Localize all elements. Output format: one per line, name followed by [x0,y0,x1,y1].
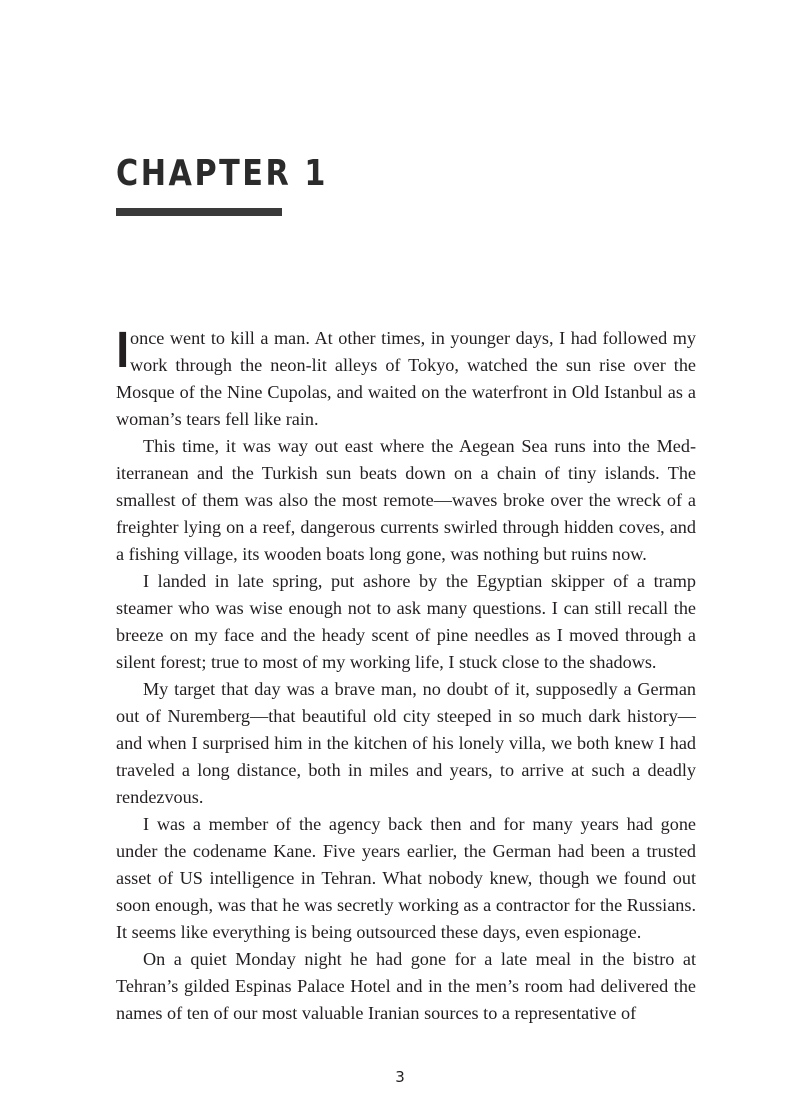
chapter-heading-rule [116,208,282,216]
paragraph-1 [116,325,696,433]
chapter-body [116,325,696,1027]
page-number: 3 [395,1068,405,1086]
paragraph-2: This time, it was way out east where the Aegean Sea runs into the Mediterranean and the Turkish sun beats down on a chain of tiny islands. The smallest of them was also the most remote—waves broke over the wreck of a freighter lying on a reef, dangerous currents swirled through hidden coves, and a fishing village, its wooden boats long gone, was nothing but ruins now. [116,436,696,564]
drop-cap: I [116,323,130,379]
paragraph-5: I was a member of the agency back then and for many years had gone under the codename Kane. Five years earlier, the German had been a trusted asset of US intelligence in Tehran. What nobody knew, though we found out soon enough, was that he was secretly working as a contractor for the Russians. It seems like everything is being outsourced these days, even espionage. [116,814,696,942]
chapter-heading: CHAPTER 1 [116,153,328,194]
paragraph-6: On a quiet Monday night he had gone for a late meal in the bistro at Tehran’s gilded Espinas Palace Hotel and in the men’s room had delivered the names of ten of our most valuable Iranian sources to a representative of [116,949,696,1023]
paragraph-1-text: once went to kill a man. At other times, in younger days, I had followed my work through the neon-lit alleys of Tokyo, watched the sun rise over the Mosque of the Nine Cupolas, and waited on the waterfront in Old Istanbul as a woman’s tears fell like rain. [116,328,696,429]
paragraph-4: My target that day was a brave man, no doubt of it, supposedly a German out of Nuremberg—that beautiful old city steeped in so much dark history—and when I surprised him in the kitchen of his lonely villa, we both knew I had traveled a long distance, both in miles and years, to arrive at such a deadly rendezvous. [116,679,696,807]
paragraph-3: I landed in late spring, put ashore by the Egyptian skipper of a tramp steamer who was wise enough not to ask many questions. I can still recall the breeze on my face and the heady scent of pine needles as I moved through a silent forest; true to most of my working life, I stuck close to the shadows. [116,571,696,672]
